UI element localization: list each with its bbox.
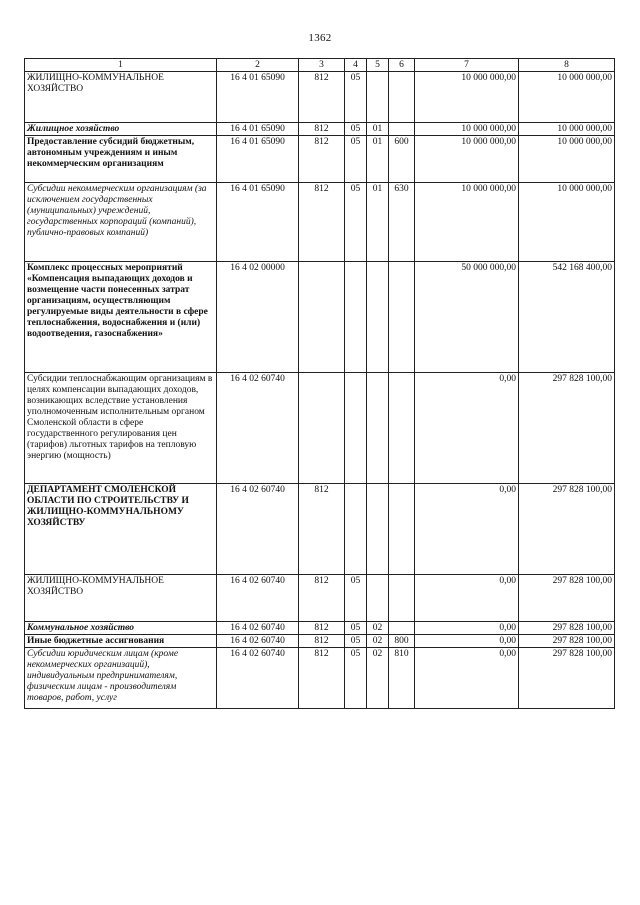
amount-col7: 0,00 <box>415 484 519 575</box>
expense-type-code: 630 <box>389 183 415 262</box>
header-cell-7: 7 <box>415 59 519 72</box>
table-header-row <box>25 59 615 72</box>
amount-col8: 10 000 000,00 <box>519 183 615 262</box>
header-cell-4: 4 <box>345 59 367 72</box>
administrator-code: 812 <box>299 622 345 635</box>
expense-type-code: 600 <box>389 136 415 183</box>
subsection-code: 01 <box>367 183 389 262</box>
target-article-code: 16 4 01 65090 <box>217 183 299 262</box>
amount-col8: 10 000 000,00 <box>519 136 615 183</box>
expense-type-code: 810 <box>389 648 415 709</box>
table-row <box>25 136 615 183</box>
target-article-code: 16 4 02 00000 <box>217 262 299 373</box>
item-name: ДЕПАРТАМЕНТ СМОЛЕНСКОЙ ОБЛАСТИ ПО СТРОИТЕЛЬСТВУ И ЖИЛИЩНО-КОММУНАЛЬНОМУ ХОЗЯЙСТВУ <box>25 484 217 575</box>
administrator-code: 812 <box>299 484 345 575</box>
expense-type-code <box>389 262 415 373</box>
amount-col8: 542 168 400,00 <box>519 262 615 373</box>
item-name: Жилищное хозяйство <box>25 123 217 136</box>
amount-col7: 0,00 <box>415 622 519 635</box>
table-row <box>25 123 615 136</box>
section-code <box>345 484 367 575</box>
amount-col8: 10 000 000,00 <box>519 123 615 136</box>
amount-col8: 10 000 000,00 <box>519 72 615 123</box>
section-code: 05 <box>345 622 367 635</box>
target-article-code: 16 4 02 60740 <box>217 484 299 575</box>
item-name: ЖИЛИЩНО-КОММУНАЛЬНОЕ ХОЗЯЙСТВО <box>25 72 217 123</box>
subsection-code <box>367 373 389 484</box>
section-code: 05 <box>345 123 367 136</box>
target-article-code: 16 4 02 60740 <box>217 575 299 622</box>
expense-type-code <box>389 373 415 484</box>
item-name: Предоставление субсидий бюджетным, автономным учреждениям и иным некоммерческим организациям <box>25 136 217 183</box>
subsection-code <box>367 72 389 123</box>
table-row <box>25 484 615 575</box>
administrator-code: 812 <box>299 72 345 123</box>
amount-col8: 297 828 100,00 <box>519 622 615 635</box>
header-cell-5: 5 <box>367 59 389 72</box>
header-cell-2: 2 <box>217 59 299 72</box>
amount-col7: 10 000 000,00 <box>415 136 519 183</box>
subsection-code <box>367 484 389 575</box>
administrator-code: 812 <box>299 635 345 648</box>
expense-type-code: 800 <box>389 635 415 648</box>
subsection-code: 02 <box>367 648 389 709</box>
item-name: Субсидии теплоснабжающим организациям в целях компенсации выпадающих доходов, возникающих вследствие установления уполномоченным исполнительным органом Смоленской области в сфере государственного регулирования цен (тарифов) льготных тарифов на тепловую энергию (мощность) <box>25 373 217 484</box>
section-code: 05 <box>345 183 367 262</box>
table-row <box>25 72 615 123</box>
administrator-code: 812 <box>299 648 345 709</box>
expense-type-code <box>389 575 415 622</box>
administrator-code: 812 <box>299 575 345 622</box>
section-code: 05 <box>345 648 367 709</box>
item-name: Субсидии некоммерческим организациям (за исключением государственных (муниципальных) учреждений, государственных корпораций (компаний), публично-правовых компаний) <box>25 183 217 262</box>
amount-col7: 10 000 000,00 <box>415 72 519 123</box>
table-row <box>25 622 615 635</box>
table-row <box>25 183 615 262</box>
item-name: Комплекс процессных мероприятий «Компенсация выпадающих доходов и возмещение части понесенных затрат организациям, осуществляющим регулируемые виды деятельности в сфере теплоснабжения, водоснабжения и (или) водоотведения, газоснабжения» <box>25 262 217 373</box>
subsection-code <box>367 262 389 373</box>
amount-col7: 0,00 <box>415 635 519 648</box>
administrator-code <box>299 373 345 484</box>
table-row <box>25 648 615 709</box>
amount-col7: 50 000 000,00 <box>415 262 519 373</box>
section-code <box>345 373 367 484</box>
amount-col7: 0,00 <box>415 575 519 622</box>
item-name: Коммунальное хозяйство <box>25 622 217 635</box>
table-row <box>25 575 615 622</box>
expense-type-code <box>389 484 415 575</box>
item-name: ЖИЛИЩНО-КОММУНАЛЬНОЕ ХОЗЯЙСТВО <box>25 575 217 622</box>
table-row <box>25 373 615 484</box>
section-code <box>345 262 367 373</box>
item-name: Иные бюджетные ассигнования <box>25 635 217 648</box>
header-cell-3: 3 <box>299 59 345 72</box>
expense-type-code <box>389 123 415 136</box>
section-code: 05 <box>345 136 367 183</box>
amount-col7: 10 000 000,00 <box>415 183 519 262</box>
expense-type-code <box>389 622 415 635</box>
administrator-code: 812 <box>299 183 345 262</box>
subsection-code: 02 <box>367 622 389 635</box>
budget-table <box>24 58 615 709</box>
table-row <box>25 262 615 373</box>
amount-col8: 297 828 100,00 <box>519 373 615 484</box>
page-number: 1362 <box>308 32 332 44</box>
amount-col8: 297 828 100,00 <box>519 575 615 622</box>
section-code: 05 <box>345 72 367 123</box>
item-name: Субсидии юридическим лицам (кроме некоммерческих организаций), индивидуальным предпринимателям, физическим лицам - производителям товаров, работ, услуг <box>25 648 217 709</box>
header-cell-1: 1 <box>25 59 217 72</box>
target-article-code: 16 4 01 65090 <box>217 123 299 136</box>
header-cell-6: 6 <box>389 59 415 72</box>
administrator-code: 812 <box>299 136 345 183</box>
table-row <box>25 635 615 648</box>
amount-col8: 297 828 100,00 <box>519 484 615 575</box>
amount-col7: 0,00 <box>415 373 519 484</box>
subsection-code: 01 <box>367 136 389 183</box>
subsection-code: 02 <box>367 635 389 648</box>
section-code: 05 <box>345 575 367 622</box>
subsection-code <box>367 575 389 622</box>
amount-col7: 0,00 <box>415 648 519 709</box>
section-code: 05 <box>345 635 367 648</box>
amount-col8: 297 828 100,00 <box>519 648 615 709</box>
expense-type-code <box>389 72 415 123</box>
subsection-code: 01 <box>367 123 389 136</box>
target-article-code: 16 4 02 60740 <box>217 648 299 709</box>
target-article-code: 16 4 01 65090 <box>217 136 299 183</box>
target-article-code: 16 4 02 60740 <box>217 635 299 648</box>
target-article-code: 16 4 02 60740 <box>217 373 299 484</box>
amount-col8: 297 828 100,00 <box>519 635 615 648</box>
target-article-code: 16 4 02 60740 <box>217 622 299 635</box>
header-cell-8: 8 <box>519 59 615 72</box>
amount-col7: 10 000 000,00 <box>415 123 519 136</box>
administrator-code: 812 <box>299 123 345 136</box>
target-article-code: 16 4 01 65090 <box>217 72 299 123</box>
administrator-code <box>299 262 345 373</box>
